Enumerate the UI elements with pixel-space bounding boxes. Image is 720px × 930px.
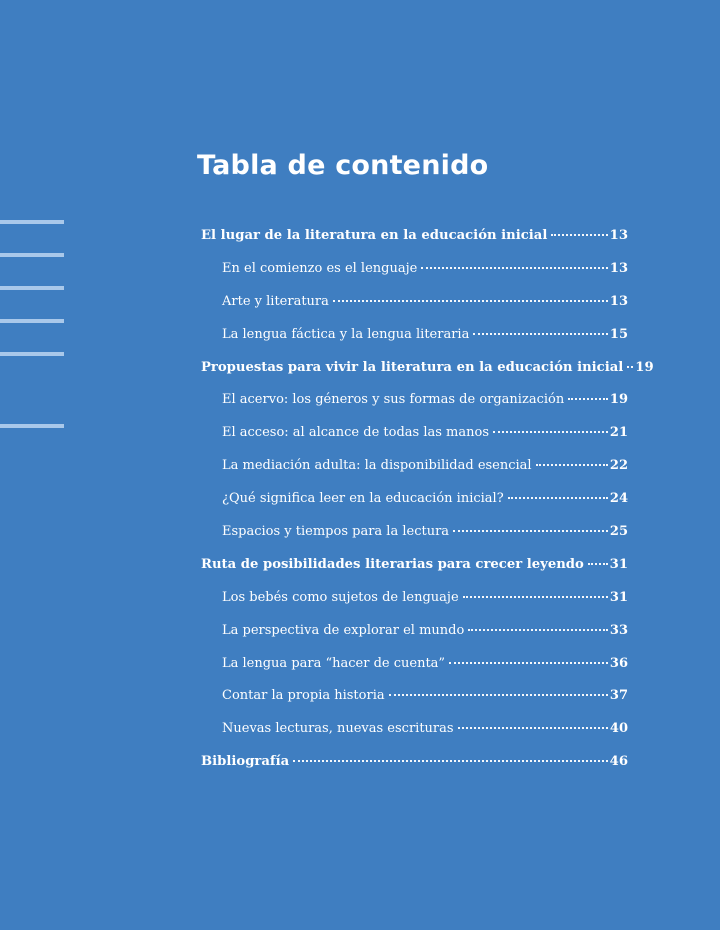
toc-entry-label: El acervo: los géneros y sus formas de organización xyxy=(222,392,565,408)
toc-entry-label: Nuevas lecturas, nuevas escrituras xyxy=(222,721,454,737)
toc-subsection-entry[interactable] xyxy=(201,650,628,683)
toc-section-entry[interactable] xyxy=(201,748,628,781)
toc-entry-page-number: 37 xyxy=(609,688,628,704)
dot-leader xyxy=(468,629,608,631)
dot-leader xyxy=(453,530,608,532)
toc-entry-label: Propuestas para vivir la literatura en la educación inicial xyxy=(201,359,624,375)
toc-entry-page-number: 46 xyxy=(609,754,628,770)
dot-leader xyxy=(551,234,607,236)
toc-entry-label: En el comienzo es el lenguaje xyxy=(222,260,418,276)
dot-leader xyxy=(389,694,608,696)
toc-subsection-entry[interactable] xyxy=(201,682,628,715)
toc-subsection-entry[interactable] xyxy=(201,386,628,419)
toc-entry-label: Ruta de posibilidades literarias para crecer leyendo xyxy=(201,556,584,572)
toc-subsection-entry[interactable] xyxy=(201,584,628,617)
toc-entry-label: La perspectiva de explorar el mundo xyxy=(222,622,465,638)
toc-entry-label: El lugar de la literatura en la educación inicial xyxy=(201,228,548,243)
table-of-contents xyxy=(201,222,654,781)
page-title: Tabla de contenido xyxy=(197,150,489,181)
dot-leader xyxy=(333,300,608,302)
toc-entry-label: La mediación adulta: la disponibilidad esencial xyxy=(222,458,532,474)
toc-entry-page-number: 31 xyxy=(609,589,628,605)
toc-entry-page-number: 25 xyxy=(609,524,628,540)
toc-entry-page-number: 40 xyxy=(609,721,628,737)
toc-entry-label: La lengua fáctica y la lengua literaria xyxy=(222,326,470,342)
toc-subsection-entry[interactable] xyxy=(201,485,628,518)
dot-leader xyxy=(293,760,608,762)
toc-subsection-entry[interactable] xyxy=(201,715,628,748)
dot-leader xyxy=(463,596,608,598)
toc-section-entry[interactable] xyxy=(201,551,628,584)
toc-subsection-entry[interactable] xyxy=(201,255,628,288)
dot-leader xyxy=(473,333,608,335)
decorative-line xyxy=(0,253,64,257)
toc-entry-label: El acceso: al alcance de todas las manos xyxy=(222,425,489,441)
toc-subsection-entry[interactable] xyxy=(201,617,628,650)
toc-entry-page-number: 19 xyxy=(635,359,654,375)
toc-entry-page-number: 24 xyxy=(609,491,628,507)
toc-entry-page-number: 13 xyxy=(609,260,628,276)
toc-entry-label: Bibliografía xyxy=(201,754,290,770)
toc-entry-label: Espacios y tiempos para la lectura xyxy=(222,524,450,540)
dot-leader xyxy=(588,563,608,565)
toc-subsection-entry[interactable] xyxy=(201,321,628,354)
toc-entry-page-number: 19 xyxy=(609,392,628,408)
toc-entry-page-number: 36 xyxy=(609,655,628,671)
toc-subsection-entry[interactable] xyxy=(201,452,628,485)
dot-leader xyxy=(493,431,608,433)
decorative-lines xyxy=(0,0,64,930)
toc-subsection-entry[interactable] xyxy=(201,288,628,321)
toc-section-entry[interactable] xyxy=(201,354,654,387)
dot-leader xyxy=(536,464,608,466)
dot-leader xyxy=(421,267,608,269)
dot-leader xyxy=(508,497,608,499)
toc-entry-page-number: 13 xyxy=(609,293,628,309)
decorative-line xyxy=(0,286,64,290)
toc-subsection-entry[interactable] xyxy=(201,518,628,551)
toc-entry-label: La lengua para “hacer de cuenta” xyxy=(222,655,446,671)
dot-leader xyxy=(458,727,608,729)
decorative-line xyxy=(0,424,64,428)
toc-entry-page-number: 33 xyxy=(609,622,628,638)
toc-entry-page-number: 22 xyxy=(609,458,628,474)
decorative-line xyxy=(0,319,64,323)
toc-entry-page-number: 13 xyxy=(609,228,628,243)
toc-subsection-entry[interactable] xyxy=(201,419,628,452)
toc-entry-page-number: 21 xyxy=(609,425,628,441)
toc-entry-page-number: 31 xyxy=(609,556,628,572)
toc-entry-page-number: 15 xyxy=(609,326,628,342)
toc-entry-label: ¿Qué significa leer en la educación inicial? xyxy=(222,491,504,507)
decorative-line xyxy=(0,220,64,224)
dot-leader xyxy=(449,662,608,664)
dot-leader xyxy=(568,398,608,400)
toc-section-entry[interactable] xyxy=(201,222,628,255)
decorative-line xyxy=(0,352,64,356)
toc-entry-label: Contar la propia historia xyxy=(222,688,385,704)
toc-entry-label: Arte y literatura xyxy=(222,293,329,309)
dot-leader xyxy=(627,366,633,368)
toc-entry-label: Los bebés como sujetos de lenguaje xyxy=(222,589,459,605)
